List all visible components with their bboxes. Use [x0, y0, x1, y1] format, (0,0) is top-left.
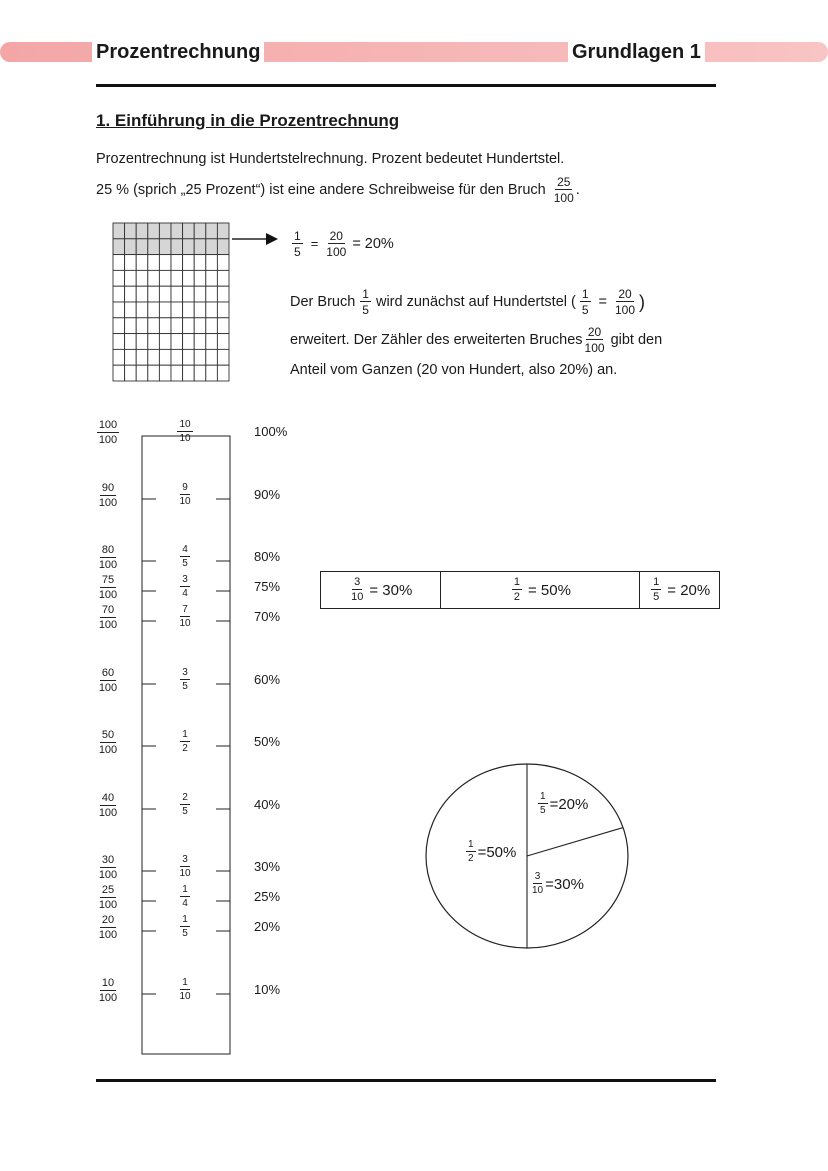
grid-cell — [125, 334, 137, 350]
grid-cell — [113, 318, 125, 334]
grid-cell — [194, 349, 206, 365]
fraction-bar — [320, 571, 720, 609]
grid-cell — [183, 255, 195, 271]
grid-cell — [113, 302, 125, 318]
bar-segment: $\frac{3}{10}$ = 30% — [351, 576, 413, 603]
grid-cell — [217, 255, 229, 271]
grid-cell — [148, 349, 160, 365]
grid-cell — [159, 255, 171, 271]
scale-simple-fraction: $\frac{3}{5}$ — [182, 667, 188, 692]
grid-cell-shaded — [206, 239, 218, 255]
scale-percent-label: 75% — [254, 579, 281, 594]
grid-cell — [183, 318, 195, 334]
grid-cell — [206, 334, 218, 350]
grid-cell-shaded — [206, 223, 218, 239]
grid-cell — [113, 270, 125, 286]
grid-cell — [159, 318, 171, 334]
grid-cell-shaded — [136, 239, 148, 255]
scale-percent-label: 80% — [254, 549, 281, 564]
scale-simple-fraction: $\frac{1}{4}$ — [182, 884, 188, 909]
grid-cell — [194, 255, 206, 271]
grid-cell — [217, 318, 229, 334]
grid-cell — [125, 318, 137, 334]
grid-cell — [148, 270, 160, 286]
grid-cell — [125, 286, 137, 302]
grid-cell — [136, 365, 148, 381]
grid-cell — [159, 365, 171, 381]
grid-cell-shaded — [148, 239, 160, 255]
scale-percent-label: 70% — [254, 609, 281, 624]
scale-simple-fraction: $\frac{3}{4}$ — [182, 574, 188, 599]
header-title-left: Prozentrechnung — [92, 39, 264, 65]
section-heading: 1. Einführung in die Prozentrechnung — [96, 111, 400, 130]
grid-cell — [159, 302, 171, 318]
grid-cell — [148, 334, 160, 350]
grid-cell — [194, 365, 206, 381]
grid-cell — [217, 302, 229, 318]
scale-hundredths-fraction: $\frac{90}{100}$ — [98, 482, 118, 509]
intro-line-2: 25 % (sprich „25 Prozent“) ist eine andere Schreibweise für den Bruch $\frac{25}{100}$ . — [96, 175, 580, 205]
scale-percent-label: 100% — [254, 424, 288, 439]
grid-cell — [206, 270, 218, 286]
grid-cell — [113, 365, 125, 381]
grid-cell — [194, 302, 206, 318]
intro-fraction: $\frac{25}{100}$ — [553, 175, 574, 205]
bar-segment: $\frac{1}{2}$ = 50% — [440, 572, 639, 608]
grid-cell — [206, 255, 218, 271]
hundred-grid — [112, 222, 232, 382]
grid-cell — [194, 334, 206, 350]
scale-percent-label: 10% — [254, 982, 281, 997]
grid-cell — [159, 334, 171, 350]
grid-cell — [183, 302, 195, 318]
scale-hundredths-fraction: $\frac{30}{100}$ — [98, 854, 118, 881]
grid-cell — [171, 334, 183, 350]
grid-cell-shaded — [113, 223, 125, 239]
scale-simple-fraction: $\frac{4}{5}$ — [182, 544, 188, 569]
scale-simple-fraction: $\frac{1}{10}$ — [179, 977, 191, 1002]
grid-cell — [206, 365, 218, 381]
grid-cell — [113, 286, 125, 302]
scale-hundredths-fraction: $\frac{10}{100}$ — [98, 977, 118, 1004]
grid-cell-shaded — [159, 223, 171, 239]
scale-percent-label: 90% — [254, 487, 281, 502]
pie-slice-label: $\frac{1}{2}$ =50% — [468, 839, 517, 864]
scale-percent-label: 25% — [254, 889, 281, 904]
grid-cell — [148, 286, 160, 302]
grid-cell-shaded — [113, 239, 125, 255]
grid-cell — [171, 349, 183, 365]
grid-cell — [183, 286, 195, 302]
grid-cell — [171, 286, 183, 302]
grid-cell — [171, 270, 183, 286]
scale-simple-fraction: $\frac{2}{5}$ — [182, 792, 188, 817]
grid-cell — [194, 286, 206, 302]
grid-cell — [171, 318, 183, 334]
grid-cell-shaded — [194, 239, 206, 255]
grid-cell-shaded — [194, 223, 206, 239]
grid-cell — [136, 270, 148, 286]
grid-cell — [148, 318, 160, 334]
grid-cell — [206, 349, 218, 365]
scale-hundredths-fraction: $\frac{80}{100}$ — [98, 544, 118, 571]
scale-hundredths-fraction: $\frac{25}{100}$ — [98, 884, 118, 911]
pie-slice-label: $\frac{3}{10}$ =30% — [532, 871, 584, 896]
scale-percent-label: 60% — [254, 672, 281, 687]
grid-cell — [125, 302, 137, 318]
grid-cell — [183, 365, 195, 381]
grid-cell-shaded — [171, 239, 183, 255]
grid-cell — [125, 270, 137, 286]
grid-cell-shaded — [125, 223, 137, 239]
grid-cell — [171, 255, 183, 271]
grid-cell — [148, 365, 160, 381]
grid-cell-shaded — [159, 239, 171, 255]
grid-cell — [159, 349, 171, 365]
grid-cell-shaded — [183, 239, 195, 255]
grid-cell — [113, 349, 125, 365]
grid-cell-shaded — [125, 239, 137, 255]
scale-hundredths-fraction: $\frac{75}{100}$ — [98, 574, 118, 601]
scale-simple-fraction: $\frac{3}{10}$ — [179, 854, 191, 879]
explanation-line-3: Anteil vom Ganzen (20 von Hundert, also 20%) an. — [290, 362, 618, 378]
grid-cell — [125, 255, 137, 271]
grid-cell — [148, 302, 160, 318]
grid-cell — [136, 255, 148, 271]
grid-cell — [113, 255, 125, 271]
grid-cell — [217, 334, 229, 350]
grid-cell-shaded — [136, 223, 148, 239]
grid-cell — [125, 349, 137, 365]
grid-cell — [136, 318, 148, 334]
grid-cell-shaded — [217, 223, 229, 239]
grid-cell — [217, 270, 229, 286]
grid-cell — [217, 365, 229, 381]
grid-cell-shaded — [171, 223, 183, 239]
grid-cell-shaded — [148, 223, 160, 239]
scale-hundredths-fraction: $\frac{40}{100}$ — [98, 792, 118, 819]
grid-cell — [194, 270, 206, 286]
scale-percent-label: 50% — [254, 734, 281, 749]
grid-cell — [206, 318, 218, 334]
grid-equation: $\frac{1}{5}$ = $\frac{20}{100}$ = 20% — [294, 229, 394, 259]
scale-hundredths-fraction: $\frac{60}{100}$ — [98, 667, 118, 694]
footer-rule — [96, 1079, 716, 1082]
header-title-right: Grundlagen 1 — [568, 39, 705, 65]
grid-cell — [148, 255, 160, 271]
grid-cell — [159, 270, 171, 286]
explanation-line-2: erweitert. Der Zähler des erweiterten Bruches $\frac{20}{100}$ gibt den — [290, 325, 663, 355]
grid-cell — [136, 349, 148, 365]
scale-hundredths-fraction: $\frac{20}{100}$ — [98, 914, 118, 941]
grid-cell — [206, 302, 218, 318]
scale-hundredths-fraction: $\frac{70}{100}$ — [98, 604, 118, 631]
scale-simple-fraction: $\frac{10}{10}$ — [179, 419, 191, 444]
grid-cell-shaded — [217, 239, 229, 255]
grid-cell — [113, 334, 125, 350]
grid-cell — [183, 270, 195, 286]
scale-hundredths-fraction: $\frac{50}{100}$ — [98, 729, 118, 756]
grid-cell — [171, 302, 183, 318]
scale-percent-label: 20% — [254, 919, 281, 934]
grid-cell — [125, 365, 137, 381]
pie-chart — [424, 760, 634, 950]
header-rule — [96, 84, 716, 87]
grid-cell — [136, 286, 148, 302]
scale-percent-label: 30% — [254, 859, 281, 874]
scale-hundredths-fraction: $\frac{100}{100}$ — [98, 419, 118, 446]
scale-simple-fraction: $\frac{1}{2}$ — [182, 729, 188, 754]
intro-line-1: Prozentrechnung ist Hundertstelrechnung. Prozent bedeutet Hundertstel. — [96, 151, 565, 167]
scale-percent-label: 40% — [254, 797, 281, 812]
grid-cell — [171, 365, 183, 381]
grid-cell — [136, 334, 148, 350]
pie-slice-label: $\frac{1}{5}$ =20% — [540, 791, 589, 816]
scale-simple-fraction: $\frac{7}{10}$ — [179, 604, 191, 629]
grid-cell — [206, 286, 218, 302]
grid-cell — [217, 349, 229, 365]
grid-cell — [217, 286, 229, 302]
grid-cell-shaded — [183, 223, 195, 239]
grid-cell — [183, 334, 195, 350]
arrow-icon — [232, 232, 278, 246]
bar-segment: $\frac{1}{5}$ = 20% — [639, 572, 719, 608]
grid-cell — [159, 286, 171, 302]
scale-simple-fraction: $\frac{9}{10}$ — [179, 482, 191, 507]
explanation-line-1: Der Bruch $\frac{1}{5}$ wird zunächst auf Hundertstel ( $\frac{1}{5}$ = $\frac{20}{100}$ ) — [290, 287, 646, 317]
scale-simple-fraction: $\frac{1}{5}$ — [182, 914, 188, 939]
grid-cell — [183, 349, 195, 365]
grid-cell — [194, 318, 206, 334]
grid-cell — [136, 302, 148, 318]
